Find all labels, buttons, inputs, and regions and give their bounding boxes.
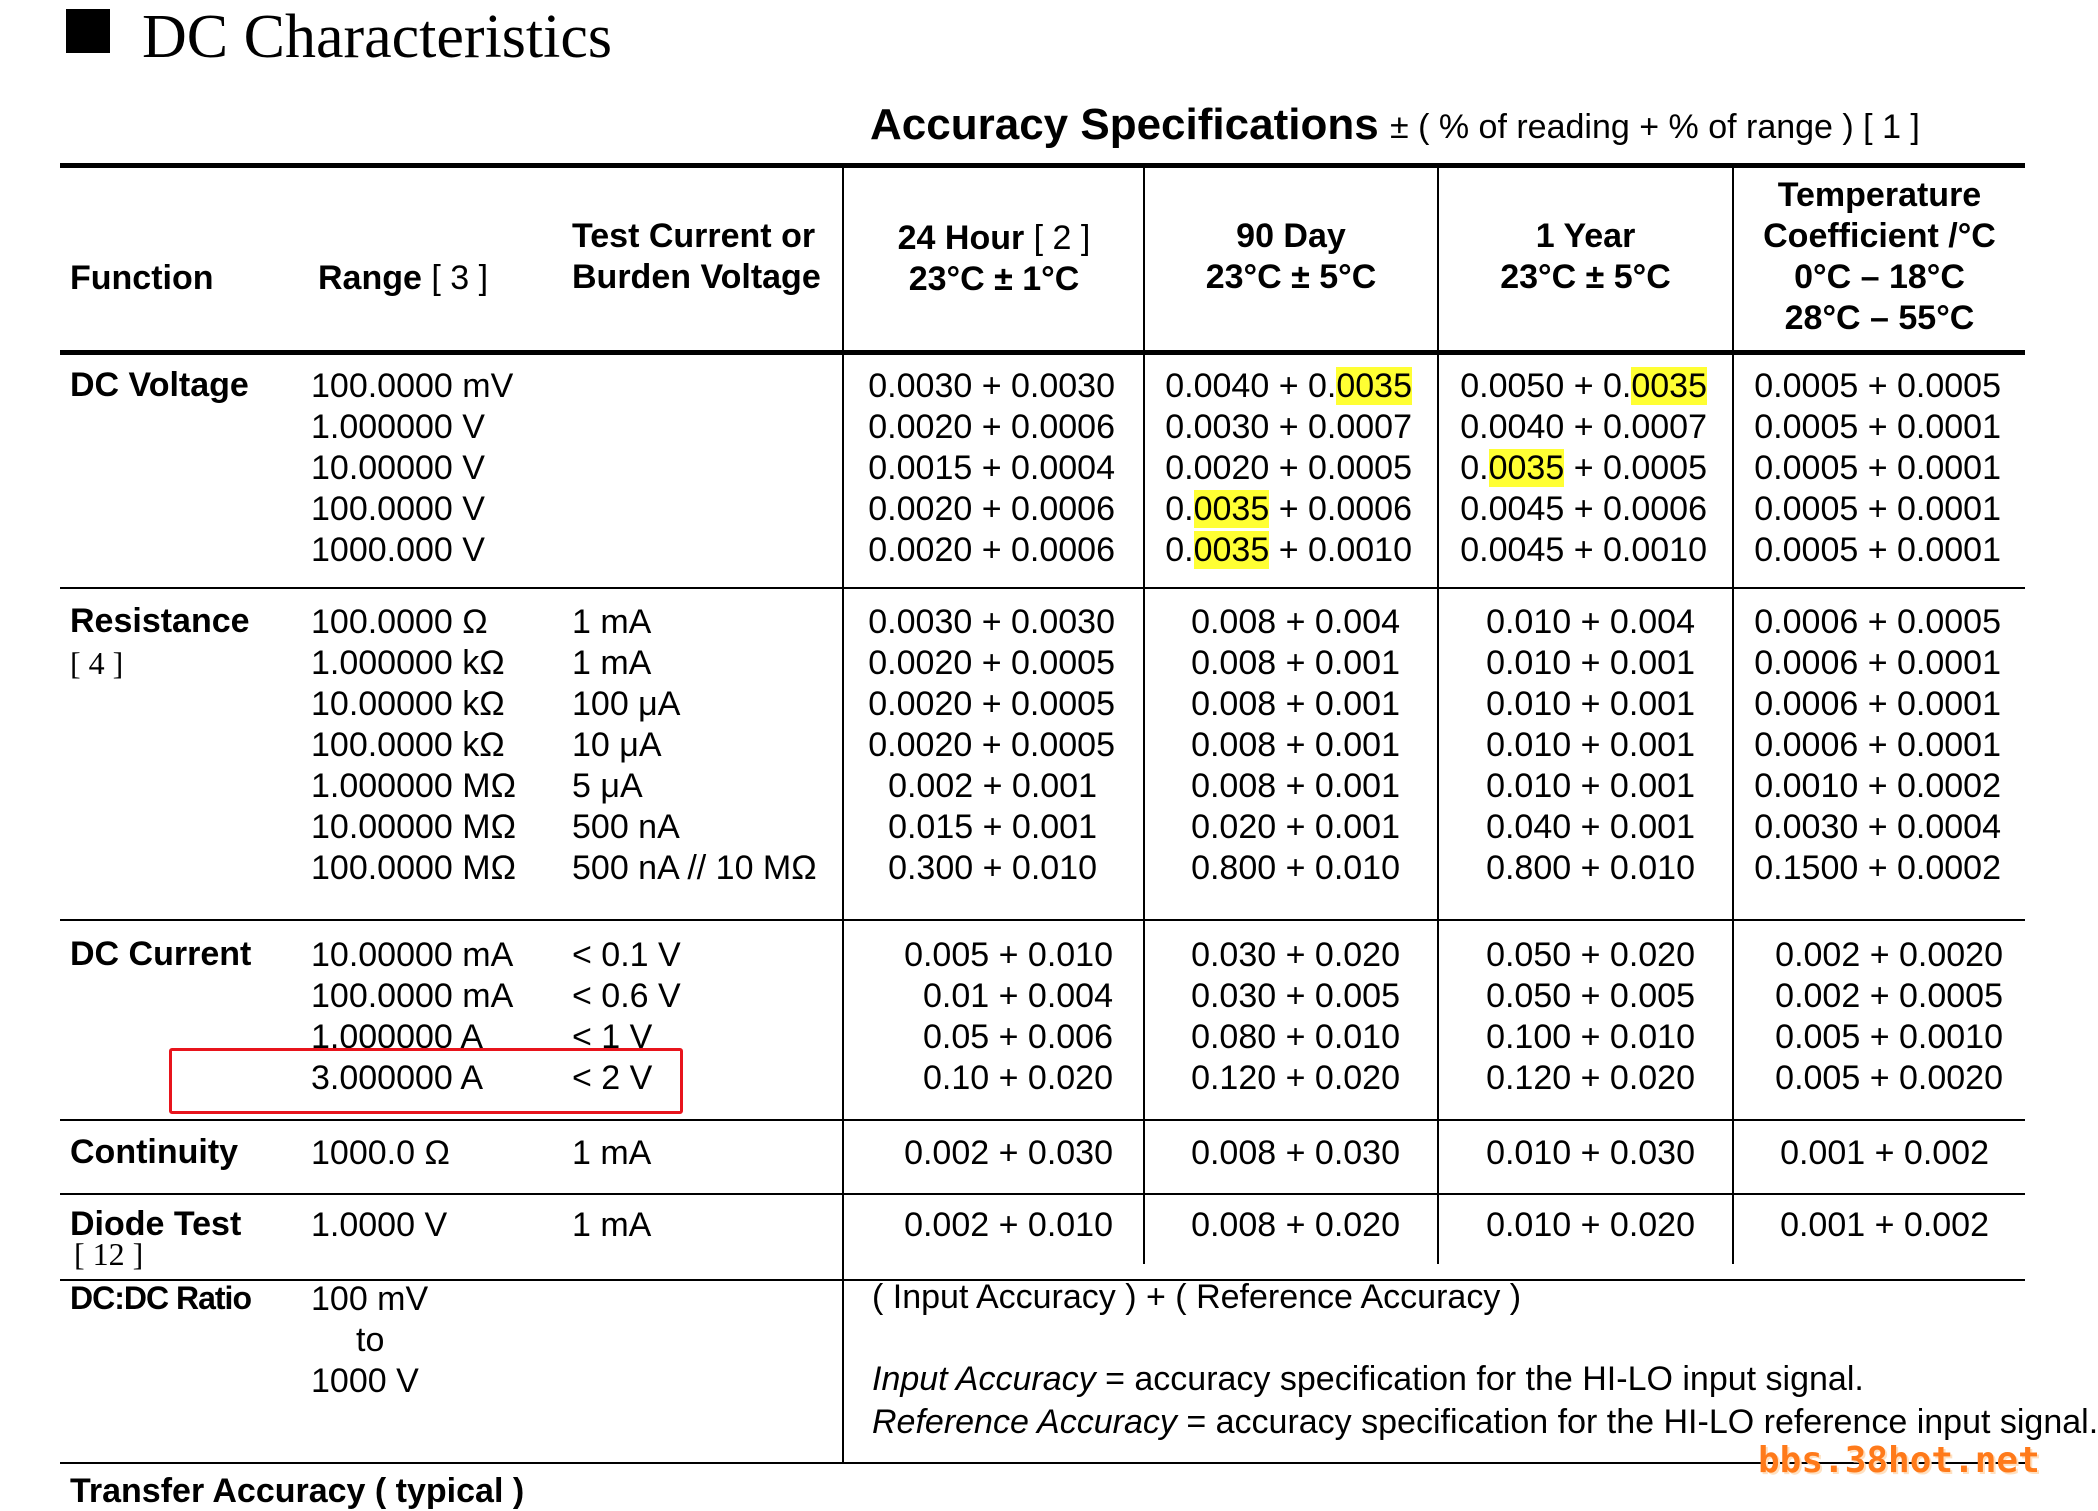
resistance-note: [ 4 ]: [70, 645, 124, 681]
header-function: Function: [70, 259, 214, 297]
diode-test-current: 1 mA: [572, 1206, 652, 1244]
ratio-input-definition: Input Accuracy = accuracy specification for the HI-LO input signal.: [872, 1360, 1864, 1398]
page-title-text: DC Characteristics: [142, 3, 613, 71]
ratio-reference-definition: Reference Accuracy = accuracy specification for the HI-LO reference input signal.: [872, 1403, 2098, 1441]
diode-test-90d: 0.008 + 0.020: [1191, 1206, 1400, 1244]
dc-current-1y: 0.050 + 0.020 0.050 + 0.005 0.100 + 0.010 0.120 + 0.020: [1486, 936, 1695, 1097]
dc-current-ranges: 10.00000 mA 100.0000 mA 1.000000 A 3.000000 A: [311, 936, 514, 1097]
dc-current-temp: 0.002 + 0.0020 0.002 + 0.0005 0.005 + 0.0010 0.005 + 0.0020: [1775, 936, 2003, 1097]
dc-current-burden-voltage: < 0.1 V < 0.6 V < 1 V < 2 V: [572, 936, 681, 1097]
header-temperature-coefficient: Temperature Coefficient /°C 0°C – 18°C 28°C – 55°C: [1763, 176, 1996, 337]
range-value: 100.0000 V: [311, 490, 485, 528]
highlighted-digits: 0035: [1631, 367, 1707, 405]
range-value: 100.0000 mV: [311, 367, 514, 405]
continuity-range: 1000.0 Ω: [311, 1134, 450, 1172]
resistance-test-current: 1 mA 1 mA 100 μA 10 μA 5 μA 500 nA 500 nA // 10 MΩ: [572, 603, 817, 887]
resistance-24h: 0.0030 + 0.0030 0.0020 + 0.0005 0.0020 + 0.0005 0.0020 + 0.0005 0.002 + 0.001 0.015 + 0.001 0.300 + 0.010: [868, 603, 1115, 887]
continuity-test-current: 1 mA: [572, 1134, 652, 1172]
accuracy-note: ± ( % of reading + % of range ) [ 1 ]: [1390, 108, 1920, 146]
diode-test-24h: 0.002 + 0.010: [904, 1206, 1113, 1244]
continuity-1y: 0.010 + 0.030: [1486, 1134, 1695, 1172]
continuity-24h: 0.002 + 0.030: [904, 1134, 1113, 1172]
accuracy-title: Accuracy Specifications: [870, 100, 1379, 149]
dc-current-90d: 0.030 + 0.020 0.030 + 0.005 0.080 + 0.010 0.120 + 0.020: [1191, 936, 1400, 1097]
range-value: 1000.000 V: [311, 531, 485, 569]
dc-voltage-label: DC Voltage: [70, 366, 249, 404]
dc-voltage-ranges: [311, 366, 513, 570]
resistance-90d: 0.008 + 0.004 0.008 + 0.001 0.008 + 0.001 0.008 + 0.001 0.008 + 0.001 0.020 + 0.001 0.800 + 0.010: [1191, 603, 1400, 887]
row-divider: [60, 587, 2025, 589]
dc-voltage-24h: 0.0030 + 0.0030 0.0020 + 0.0006 0.0015 + 0.0004 0.0020 + 0.0006 0.0020 + 0.0006: [868, 367, 1115, 569]
dc-current-label: DC Current: [70, 935, 252, 973]
header-range: Range [ 3 ]: [318, 259, 489, 297]
highlighted-digits: 0035: [1193, 490, 1270, 528]
resistance-temp: 0.0006 + 0.0005 0.0006 + 0.0001 0.0006 + 0.0001 0.0006 + 0.0001 0.0010 + 0.0002 0.0030 + 0.0004 0.1500 + 0.0002: [1754, 603, 2001, 887]
diode-test-note: [ 12 ]: [74, 1236, 144, 1272]
ratio-label: DC:DC Ratio: [70, 1280, 251, 1316]
diode-test-range: 1.0000 V: [311, 1206, 448, 1244]
dc-current-24h: 0.005 + 0.010 0.01 + 0.004 0.05 + 0.006 0.10 + 0.020: [904, 936, 1113, 1097]
row-divider: [60, 919, 2025, 921]
resistance-label: Resistance: [70, 602, 250, 640]
dc-voltage-temp: 0.0005 + 0.0005 0.0005 + 0.0001 0.0005 + 0.0001 0.0005 + 0.0001 0.0005 + 0.0001: [1754, 367, 2001, 569]
dc-voltage-1y: 0.0050 + 0.0035 0.0040 + 0.0007 0.0035 + 0.0005 0.0045 + 0.0006 0.0045 + 0.0010: [1460, 367, 1707, 569]
resistance-1y: 0.010 + 0.004 0.010 + 0.001 0.010 + 0.001 0.010 + 0.001 0.010 + 0.001 0.040 + 0.001 0.800 + 0.010: [1486, 603, 1695, 887]
square-bullet-icon: [66, 9, 110, 53]
header-test-current: Test Current or Burden Voltage: [572, 217, 821, 296]
diode-test-temp: 0.001 + 0.002: [1780, 1206, 1989, 1244]
continuity-label: Continuity: [70, 1133, 239, 1171]
header-24-hour: 24 Hour [ 2 ] 23°C ± 1°C: [897, 219, 1091, 298]
resistance-ranges: 100.0000 Ω 1.000000 kΩ 10.00000 kΩ 100.0000 kΩ 1.000000 MΩ 10.00000 MΩ 100.0000 MΩ: [311, 603, 516, 887]
header-90-day: 90 Day 23°C ± 5°C: [1205, 217, 1377, 296]
dc-voltage-90d: 0.0040 + 0.0035 0.0030 + 0.0007 0.0020 + 0.0005 0.0035 + 0.0006 0.0035 + 0.0010: [1165, 367, 1412, 569]
diode-test-label: Diode Test: [70, 1205, 242, 1243]
row-divider: [60, 1193, 2025, 1195]
range-value: 1.000000 V: [311, 408, 485, 446]
row-divider: [60, 1119, 2025, 1121]
highlighted-digits: 0035: [1193, 531, 1270, 569]
ratio-range: 100 mV to 1000 V: [311, 1280, 429, 1400]
ratio-formula: ( Input Accuracy ) + ( Reference Accuracy ): [872, 1278, 1522, 1316]
header-1-year: 1 Year 23°C ± 5°C: [1500, 217, 1671, 296]
highlighted-digits: 0035: [1336, 367, 1412, 405]
page-title: [66, 2, 612, 73]
column-divider: [842, 166, 844, 1464]
watermark: bbs.38hot.net: [1758, 1440, 2040, 1481]
range-value: 10.00000 V: [311, 449, 485, 487]
table-top-rule: [60, 163, 2025, 168]
diode-test-1y: 0.010 + 0.020: [1486, 1206, 1695, 1244]
continuity-temp: 0.001 + 0.002: [1780, 1134, 1989, 1172]
header-bottom-rule: [60, 350, 2025, 355]
highlighted-digits: 0035: [1488, 449, 1565, 487]
continuity-90d: 0.008 + 0.030: [1191, 1134, 1400, 1172]
red-highlight-box: [169, 1048, 683, 1114]
cutoff-heading: Transfer Accuracy ( typical ): [70, 1472, 525, 1510]
table-bottom-rule: [60, 1462, 2025, 1464]
